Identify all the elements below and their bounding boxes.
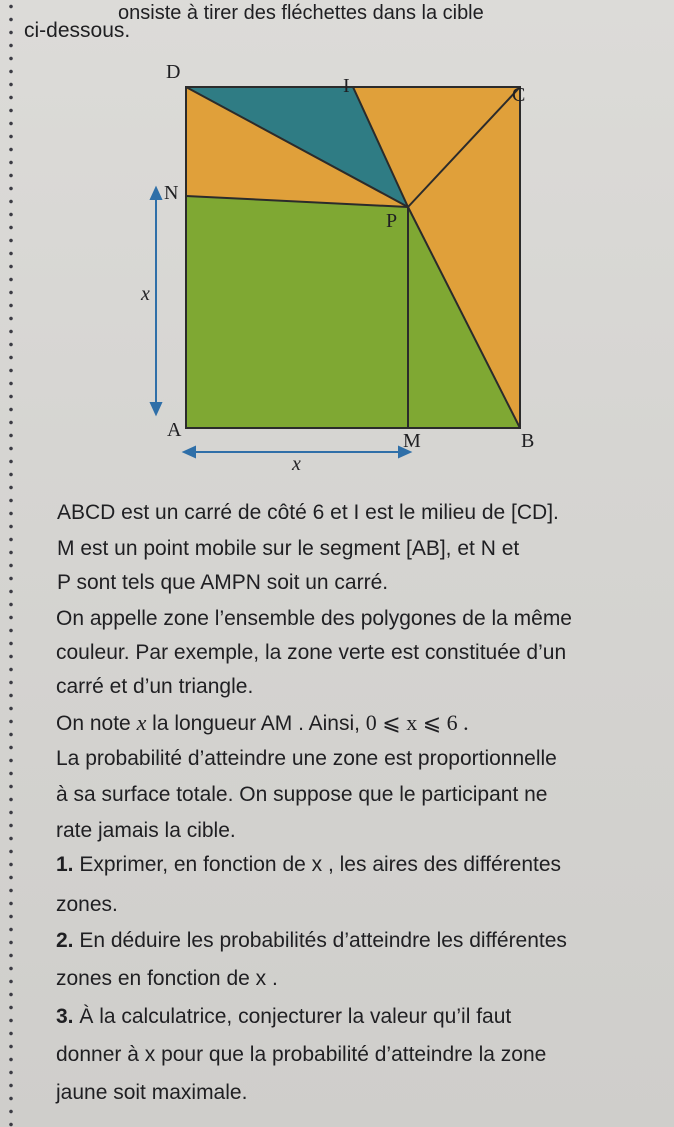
question-2-line-1 — [56, 928, 567, 954]
paragraph-4-line-3: rate jamais la cible. — [56, 819, 236, 842]
paragraph-4-line-1: La probabilité d’atteindre une zone est proportionnelle — [56, 747, 557, 770]
green-square — [186, 196, 408, 428]
paragraph-3-inequality: 0 ⩽ x ⩽ 6 . — [365, 710, 469, 735]
question-1-number: 1. — [56, 853, 74, 876]
question-3-line-2: donner à x pour que la probabilité d’atteindre la zone — [56, 1043, 547, 1066]
paragraph-2-line-2: couleur. Par exemple, la zone verte est constituée d’un — [56, 641, 567, 664]
question-3-line-3: jaune soit maximale. — [56, 1081, 248, 1104]
label-x-vertical: x — [141, 283, 150, 305]
label-a: A — [167, 419, 182, 441]
label-i: I — [343, 75, 350, 97]
question-3-number: 3. — [56, 1005, 74, 1028]
question-3-text: À la calculatrice, conjecturer la valeur qu’il faut — [73, 1005, 512, 1028]
paragraph-3-prefix: On note — [56, 712, 137, 735]
label-m: M — [403, 430, 421, 452]
question-3-line-1 — [56, 1004, 511, 1030]
paragraph-1-line-2: M est un point mobile sur le segment [AB], et N et — [57, 537, 520, 560]
label-n: N — [164, 182, 179, 204]
intro-line-1: onsiste à tirer des fléchettes dans la cible — [118, 2, 484, 24]
paragraph-1-line-1: ABCD est un carré de côté 6 et I est le milieu de [CD]. — [57, 501, 559, 524]
paragraph-3 — [56, 710, 469, 737]
question-2-line-2: zones en fonction de x . — [56, 967, 278, 990]
dart-target-figure — [0, 0, 674, 480]
paragraph-4-line-2: à sa surface totale. On suppose que le participant ne — [56, 783, 548, 806]
question-1-text: Exprimer, en fonction de x , les aires des différentes — [73, 853, 562, 876]
question-1-line-1 — [56, 852, 561, 878]
question-2-number: 2. — [56, 929, 74, 952]
paragraph-3-var: x — [136, 710, 147, 735]
label-p: P — [386, 210, 398, 232]
paragraph-1-line-3: P sont tels que AMPN soit un carré. — [57, 571, 389, 594]
intro-line-2: ci-dessous. — [24, 19, 131, 42]
label-c: C — [512, 84, 526, 106]
label-x-horizontal: x — [292, 453, 301, 475]
paragraph-2-line-3: carré et d’un triangle. — [56, 675, 254, 698]
paragraph-2-line-1: On appelle zone l’ensemble des polygones de la même — [56, 607, 572, 630]
label-d: D — [166, 61, 181, 83]
question-1-line-2: zones. — [56, 893, 118, 916]
label-b: B — [521, 430, 535, 452]
paragraph-3-mid: la longueur AM . Ainsi, — [146, 712, 366, 735]
question-2-text: En déduire les probabilités d’atteindre les différentes — [73, 929, 567, 952]
